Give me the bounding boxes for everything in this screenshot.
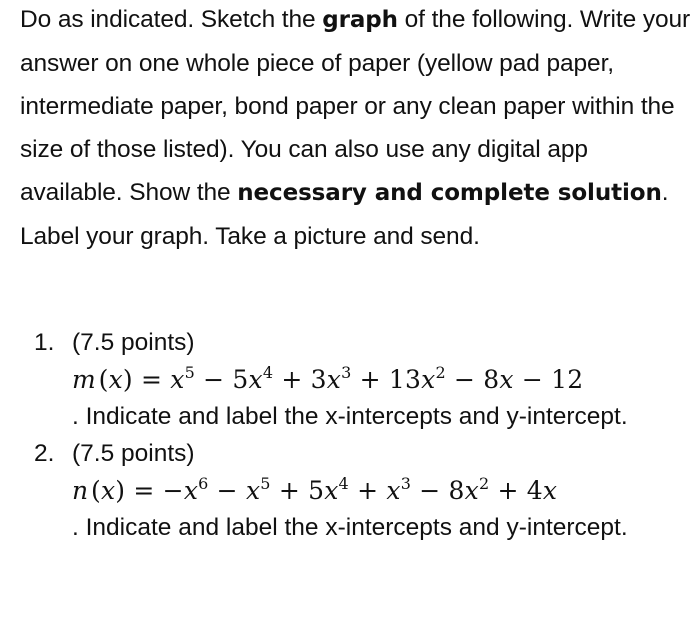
question-document: [20, 0, 692, 258]
instructions-bold-solution: necessary and complete solution: [237, 180, 662, 206]
problem-number: 2.: [34, 440, 55, 467]
instructions-text-2: of the following. Write your answer on one whole piece of paper (yellow pad paper, intermediate paper, bond paper or any clean paper within the size of those listed). You can also use any digital app available. Show the: [20, 6, 691, 206]
problem-description: . Indicate and label the x-intercepts and y-intercept.: [72, 514, 628, 541]
problem-item-1: [34, 324, 674, 435]
problem-points: (7.5 points): [72, 440, 195, 467]
problem-points: (7.5 points): [72, 329, 195, 356]
problem-list: [34, 324, 674, 546]
problem-number: 1.: [34, 329, 55, 356]
instructions-paragraph: [20, 0, 692, 258]
instructions-text-3: . Label your graph. Take a picture and send.: [20, 179, 669, 250]
problem-description: . Indicate and label the x-intercepts and y-intercept.: [72, 403, 628, 430]
problem-equation: n $(x) = -x^6 - x^5 + 5x^4 + x^3 - 8x^2 + 4x$: [72, 474, 558, 505]
problem-equation: m $(x) = x^5 - 5x^4 + 3x^3 + 13x^2 - 8x - 12$: [72, 363, 584, 394]
problem-item-2: [34, 435, 674, 546]
instructions-text-1: Do as indicated. Sketch the: [20, 6, 323, 33]
instructions-bold-graph: graph: [322, 7, 398, 33]
